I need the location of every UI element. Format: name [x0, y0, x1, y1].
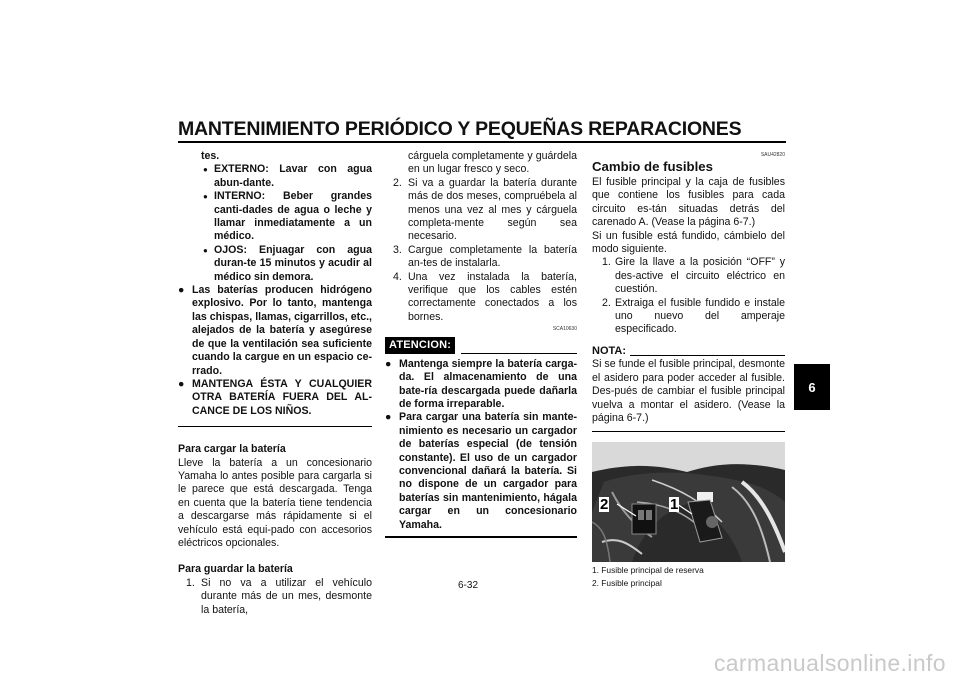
- page-number: 6-32: [458, 580, 479, 591]
- atencion-bullet: ● Para cargar una batería sin mante-nimiento es necesario un cargador de baterías especial (de tensión constante). El uso de un cargador convencional dañará la batería. Si no dispone de un cargador para baterías sin mantenimiento, hágala cargar en un concesionario Yamaha.: [385, 411, 577, 531]
- store-step: 2. Si va a guardar la batería durante más de dos meses, compruébela al menos una vez al mes y cárguela completa-mente según sea necesario.: [393, 176, 577, 243]
- column-left: [178, 150, 372, 617]
- store-step-continuation: cárguela completamente y guárdela en un lugar fresco y seco.: [408, 150, 577, 176]
- reference-code: SAU42820: [760, 152, 785, 158]
- figure-captions: [592, 564, 785, 589]
- bullet-dot-icon: ●: [203, 245, 208, 255]
- fuse-step: 2. Extraiga el fusible fundido e instale uno nuevo del amperaje especificado.: [602, 296, 785, 336]
- bullet-dot-icon: ●: [178, 284, 185, 297]
- atencion-line: [461, 353, 577, 354]
- bullet-dot-icon: ●: [203, 192, 208, 202]
- store-step: 4. Una vez instalada la batería, verifique que los cables estén correctamente conectados a los bornes.: [393, 270, 577, 323]
- subbullet: ● INTERNO: Beber grandes canti-dades de agua o leche y llamar inmediatamente a un médico.: [203, 190, 372, 243]
- column-right: [592, 150, 785, 590]
- charge-heading: Para cargar la batería: [178, 443, 286, 456]
- nota-line: [630, 355, 785, 356]
- column-middle: [385, 150, 577, 538]
- bullet-dot-icon: ●: [178, 377, 185, 390]
- warning-bullet: ● MANTENGA ÉSTA Y CUALQUIER OTRA BATERÍA FUERA DEL AL-CANCE DE LOS NIÑOS.: [178, 377, 372, 417]
- bullet-dot-icon: ●: [385, 411, 392, 424]
- chapter-tab: 6: [794, 364, 830, 410]
- section-heading: Cambio de fusibles: [592, 159, 713, 174]
- subbullet: ● EXTERNO: Lavar con agua abun-dante.: [203, 163, 372, 189]
- caption-item: 2. Fusible principal: [592, 577, 662, 588]
- store-heading: Para guardar la batería: [178, 563, 293, 576]
- caption-item: 1. Fusible principal de reserva: [592, 565, 704, 576]
- store-step: 3. Cargue completamente la batería an-tes de instalarla.: [393, 243, 577, 270]
- nota-header: [592, 345, 785, 358]
- atencion-end-rule: [385, 536, 577, 538]
- atencion-header: [385, 337, 577, 353]
- bullet-dot-icon: ●: [385, 357, 392, 370]
- store-step: 1. Si no va a utilizar el vehículo durante más de un mes, desmonte la batería,: [186, 576, 372, 616]
- nota-end-rule: [592, 431, 785, 432]
- atencion-label: ATENCION:: [385, 337, 455, 353]
- warning-bullet: ● Las baterías producen hidrógeno explosivo. Por lo tanto, mantenga las chispas, llamas, cigarrillos, etc., alejados de la batería y asegúrese de que la ventilación sea suficiente cuando la cargue en un espacio ce-rrado.: [178, 284, 372, 377]
- fuse-location-photo: [592, 442, 785, 562]
- callout-1: 1: [670, 496, 679, 514]
- fuse-photo-illustration: [592, 442, 785, 562]
- atencion-bullet: ● Mantenga siempre la batería carga-da. El almacenamiento de una bate-ría descargada puede dañarla de forma irreparable.: [385, 357, 577, 410]
- fuse-procedure-intro: Si un fusible está fundido, cámbielo del modo siguiente.: [592, 229, 785, 256]
- fuse-intro: El fusible principal y la caja de fusibles que contiene los fusibles para cada circuito es-tán situadas detrás del carenado A. (Vease la página 6-7.): [592, 176, 785, 229]
- nota-text: Si se funde el fusible principal, desmonte el asidero para poder acceder al fusible. Des-pués de cambiar el fusible principal vuelva a montar el asidero. (Vease la página 6-7.): [592, 358, 785, 424]
- callout-2: 2: [600, 496, 609, 514]
- subbullet: ● OJOS: Enjuagar con agua duran-te 15 minutos y acudir al médico sin demora.: [203, 243, 372, 283]
- warning-end-rule: [178, 426, 372, 427]
- nota-label: NOTA:: [592, 344, 627, 357]
- header-rule: [178, 141, 786, 143]
- reference-code: SCA10630: [552, 326, 577, 333]
- bullet-dot-icon: ●: [203, 165, 208, 175]
- warning-continuation: tes.: [201, 150, 220, 162]
- charge-text: Lleve la batería a un concesionario Yamaha lo antes posible para cargarla si le parece que está descargada. Tenga en cuenta que la batería tiene tendencia a descargarse más rápidamente si el vehículo está equi-pado con accesorios eléctricos opcionales.: [178, 456, 372, 549]
- watermark: carmanualsonline.info: [713, 650, 946, 676]
- page-title: MANTENIMIENTO PERIÓDICO Y PEQUEÑAS REPARACIONES: [178, 118, 742, 140]
- fuse-step: 1. Gire la llave a la posición “OFF” y des-active el circuito eléctrico en cuestión.: [602, 256, 785, 296]
